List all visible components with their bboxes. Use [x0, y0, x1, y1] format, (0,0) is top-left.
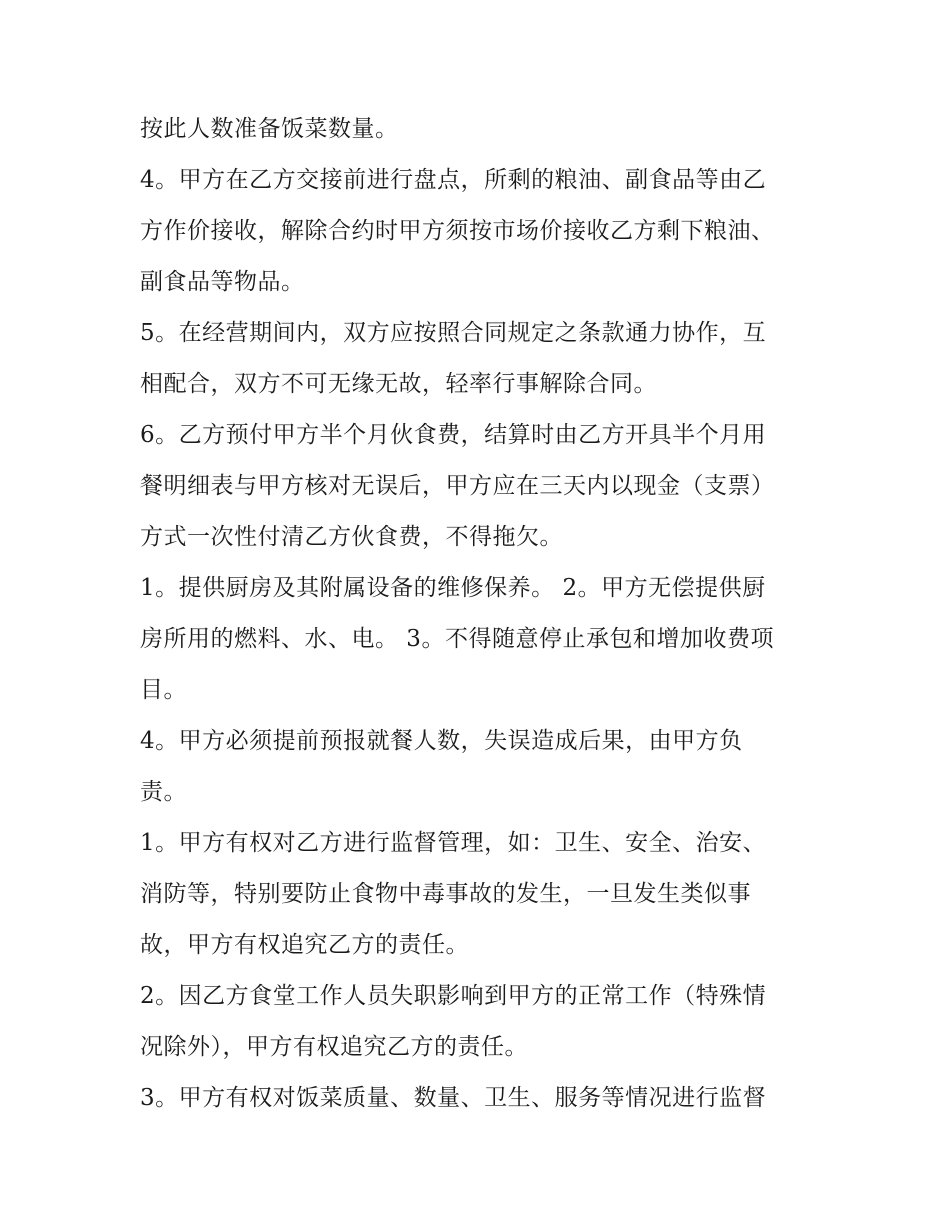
text-line: 3。甲方有权对饭菜质量、数量、卫生、服务等情况进行监督 — [140, 1085, 767, 1111]
text-line: 责。 — [140, 779, 187, 805]
text-line: 2。因乙方食堂工作人员失职影响到甲方的正常工作（特殊情 — [140, 983, 767, 1009]
text-line: 相配合，双方不可无缘无故，轻率行事解除合同。 — [140, 371, 657, 397]
text-line: 消防等，特别要防止食物中毒事故的发生，一旦发生类似事 — [140, 881, 751, 907]
text-line: 况除外），甲方有权追究乙方的责任。 — [140, 1034, 528, 1060]
text-line: 方作价接收，解除合约时甲方须按市场价接收乙方剩下粮油、 — [140, 218, 775, 244]
text-line: 目。 — [140, 677, 187, 703]
text-line: 4。甲方在乙方交接前进行盘点，所剩的粮油、副食品等由乙 — [140, 167, 767, 193]
text-line: 房所用的燃料、水、电。 3。不得随意停止承包和增加收费项 — [140, 626, 774, 652]
text-line: 4。甲方必须提前预报就餐人数，失误造成后果，由甲方负 — [140, 728, 743, 754]
text-line: 1。甲方有权对乙方进行监督管理，如：卫生、安全、治安、 — [140, 830, 767, 856]
text-line: 6。乙方预付甲方半个月伙食费，结算时由乙方开具半个月用 — [140, 422, 767, 448]
text-line: 1。提供厨房及其附属设备的维修保养。 2。甲方无偿提供厨 — [140, 575, 766, 601]
text-line: 5。在经营期间内，双方应按照合同规定之条款通力协作，互 — [140, 320, 767, 346]
text-line: 餐明细表与甲方核对无误后，甲方应在三天内以现金（支票） — [140, 473, 775, 499]
text-line: 故，甲方有权追究乙方的责任。 — [140, 932, 469, 958]
text-line: 副食品等物品。 — [140, 269, 305, 295]
document-body — [140, 104, 820, 1124]
text-line: 方式一次性付清乙方伙食费，不得拖欠。 — [140, 524, 563, 550]
text-line: 按此人数准备饭菜数量。 — [140, 116, 399, 142]
